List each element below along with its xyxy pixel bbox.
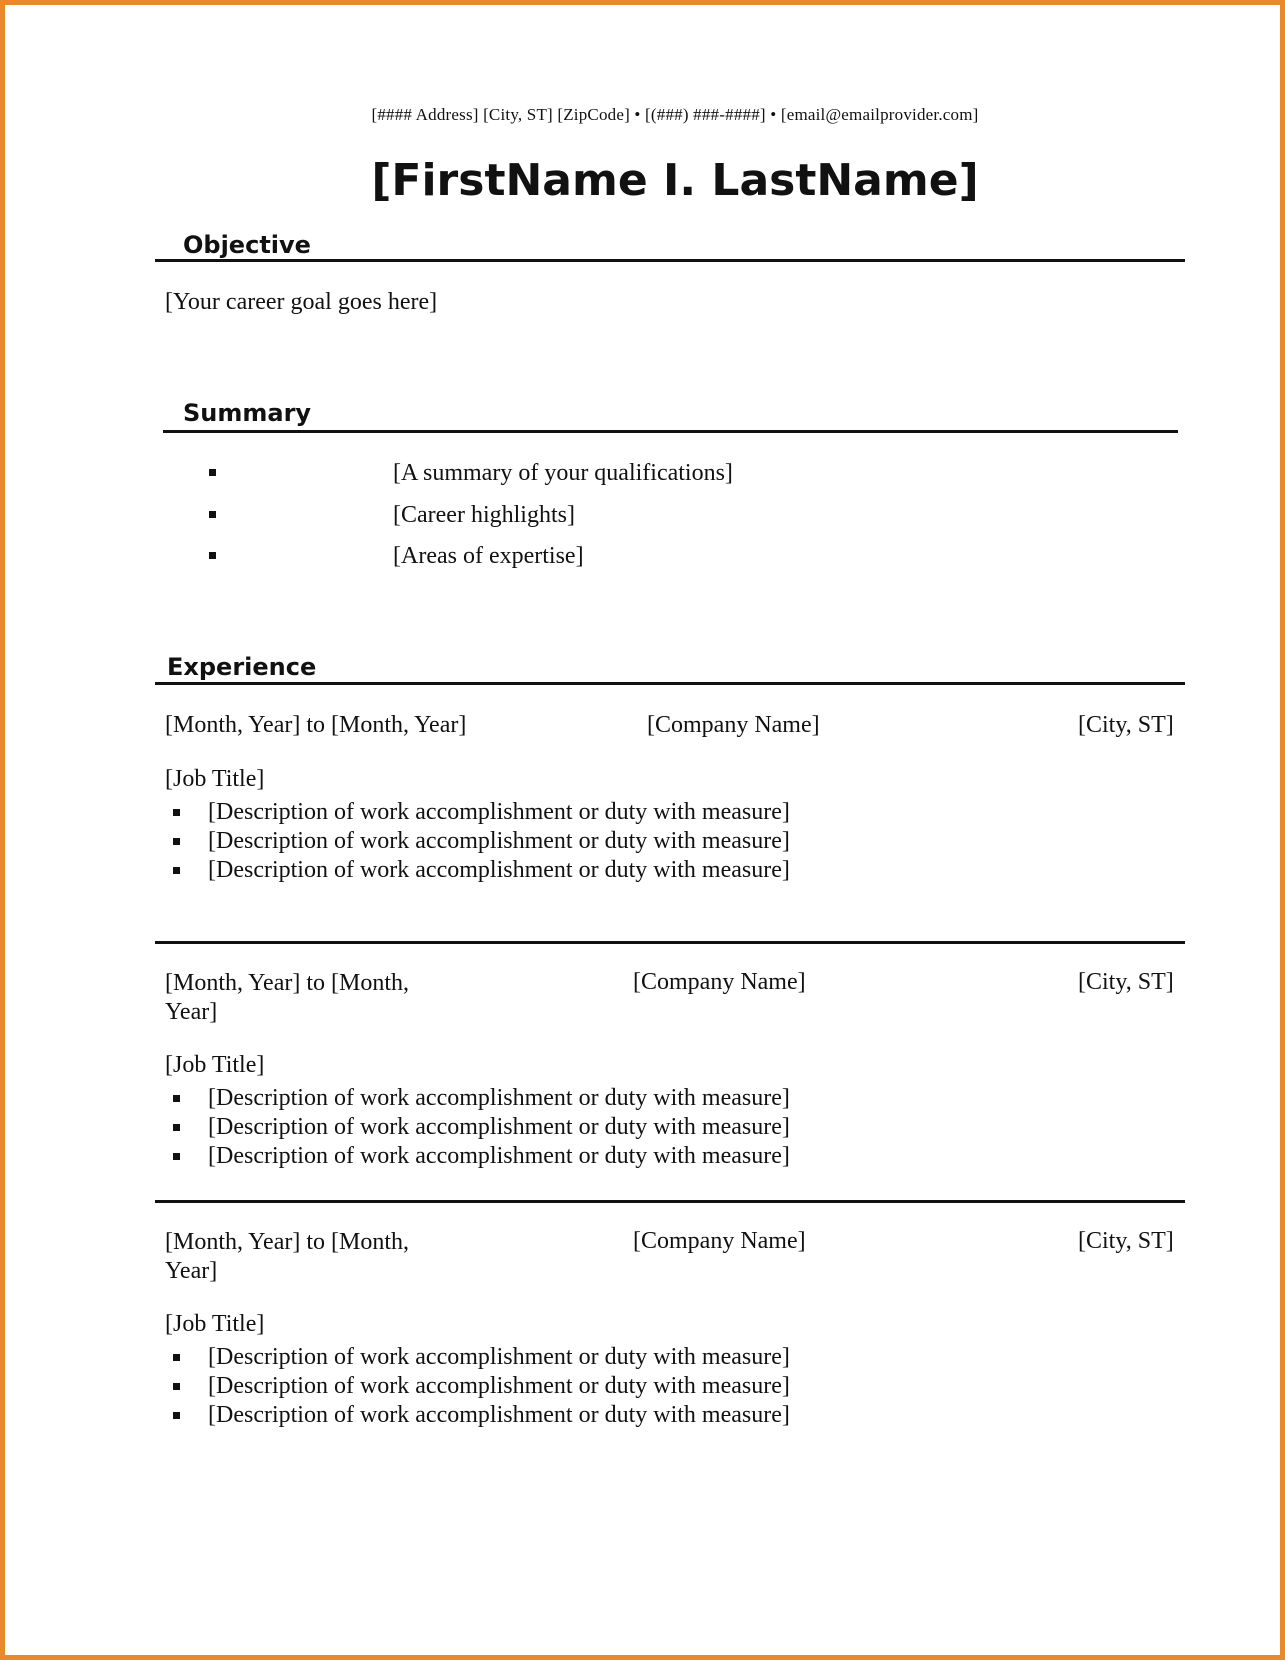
candidate-name: [FirstName I. LastName] — [371, 155, 979, 206]
bullet-icon — [173, 1412, 180, 1419]
bullet-icon — [173, 1153, 180, 1160]
summary-rule — [163, 430, 1178, 433]
summary-bullet-icon — [209, 469, 216, 476]
resume-page: [#### Address] [City, ST] [ZipCode] • [(###) ###-####] • [email@emailprovider.com] [FirstName I. LastName] Objective [Your career goal goes here] Summary [A summary of your qualifications] [Career highlights] [Areas of expertise] Experience [Month, Year] to [Month, Year] [Company Name] [City, ST] [Job Title] [Description of work accomplishment or duty with measure] [Description of work accomplishment or duty with measure] [Description of work accomplishment or duty with measure] [Month, Year] to [Month, Year] [Company Name] [City, ST] [Job Title] [Description of work accomplishment or duty with measure] [Description of work accomplishment or duty with measure] [Description of work accomplishment or duty with measure] [Month, Year] to [Month, Year] [Company Name] [City, ST] [Job Title] [Description of work accomplishment or duty with measure] [Description of work accomplishment or duty with measure] [Description of work accomplishment or duty with measure] — [0, 0, 1285, 1660]
bullet-icon — [173, 838, 180, 845]
job-dates: [Month, Year] to [Month, Year] — [165, 712, 467, 738]
summary-bullet-icon — [209, 511, 216, 518]
job-divider — [155, 941, 1185, 944]
bullet-icon — [173, 1124, 180, 1131]
objective-text: [Your career goal goes here] — [165, 289, 438, 315]
experience-heading: Experience — [167, 653, 317, 681]
bullet-icon — [173, 867, 180, 874]
job-divider — [155, 1200, 1185, 1203]
job-title: [Job Title] — [165, 766, 265, 792]
experience-rule — [155, 682, 1185, 685]
job-company: [Company Name] — [647, 712, 820, 738]
bullet-icon — [173, 1354, 180, 1361]
bullet-icon — [173, 1095, 180, 1102]
job-location: [City, ST] — [1078, 1228, 1174, 1254]
job-title: [Job Title] — [165, 1311, 265, 1337]
summary-item: [Career highlights] — [393, 502, 575, 528]
job-dates: [Month, Year] to [Month, Year] — [165, 970, 409, 1025]
job-location: [City, ST] — [1078, 969, 1174, 995]
summary-heading: Summary — [183, 399, 312, 427]
summary-item: [Areas of expertise] — [393, 543, 584, 569]
summary-item: [A summary of your qualifications] — [393, 460, 733, 486]
objective-heading: Objective — [183, 231, 311, 259]
bullet-icon — [173, 809, 180, 816]
job-location: [City, ST] — [1078, 712, 1174, 738]
job-dates: [Month, Year] to [Month, Year] — [165, 1229, 409, 1284]
contact-line: [#### Address] [City, ST] [ZipCode] • [(###) ###-####] • [email@emailprovider.com] — [371, 105, 979, 124]
objective-rule — [155, 259, 1185, 262]
bullet-icon — [173, 1383, 180, 1390]
job-company: [Company Name] — [633, 969, 806, 995]
job-title: [Job Title] — [165, 1052, 265, 1078]
summary-bullet-icon — [209, 552, 216, 559]
job-company: [Company Name] — [633, 1228, 806, 1254]
